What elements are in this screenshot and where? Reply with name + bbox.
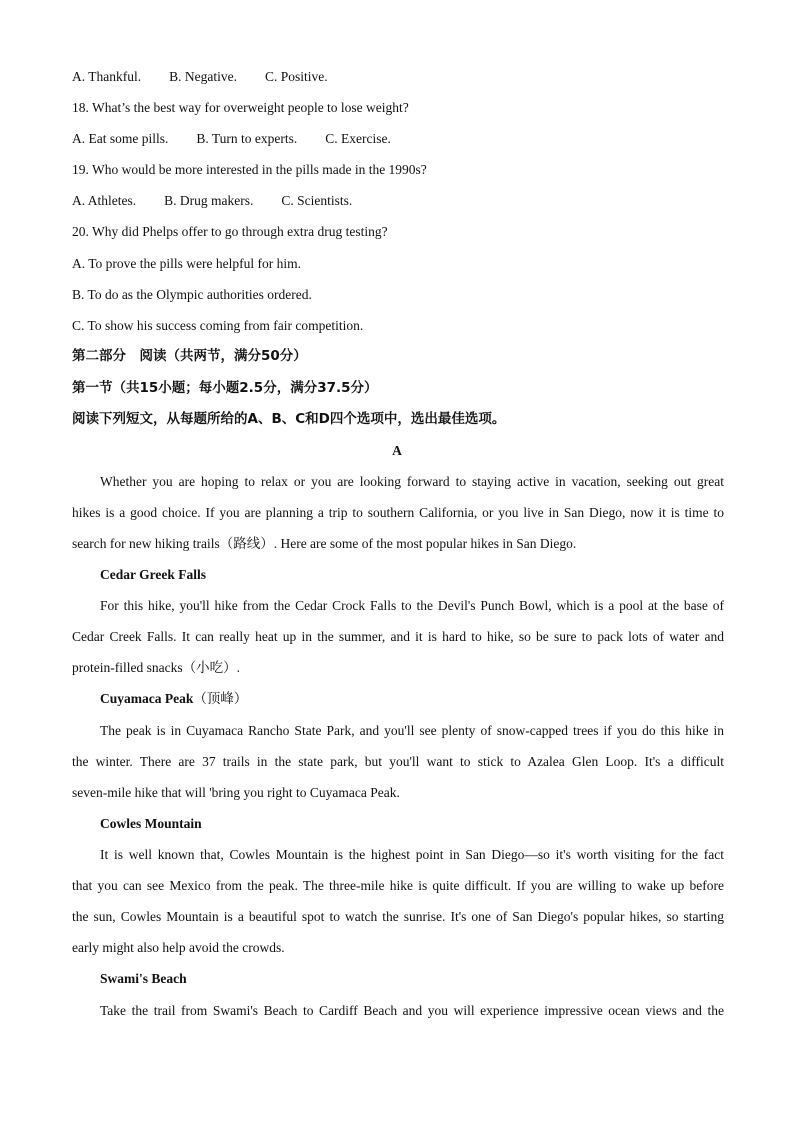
- q19-option-c: C. Scientists.: [281, 193, 353, 208]
- q19-option-b: B. Drug makers.: [164, 193, 254, 208]
- q18-option-c: C. Exercise.: [325, 131, 391, 146]
- q17-option-b: B. Negative.: [169, 69, 237, 84]
- intro-line-2: hikes is a good choice. If you are planning a trip to southern California, or you live in San Diego, now it is time to: [72, 505, 724, 520]
- q19-option-a: A. Athletes.: [72, 193, 137, 208]
- q18-option-b: B. Turn to experts.: [196, 131, 298, 146]
- intro-line-3: search for new hiking trails（路线）. Here are some of the most popular hikes in San Diego.: [72, 536, 577, 551]
- cuyamaca-line-3: seven-mile hike that will 'bring you right to Cuyamaca Peak.: [72, 785, 400, 800]
- instruction: 阅读下列短文，从每题所给的A、B、C和D四个选项中，选出最佳选项。: [72, 411, 506, 427]
- part-title: 第二部分 阅读（共两节，满分50分）: [72, 348, 307, 364]
- cuyamaca-title-row: [72, 690, 724, 708]
- cuyamaca-line-2: the winter. There are 37 trails in the state park, but you'll want to stick to Azalea Glen Loop. It's a difficult: [72, 754, 724, 769]
- cowles-line-1: It is well known that, Cowles Mountain is the highest point in San Diego—so it's worth visiting for the fact: [100, 847, 724, 862]
- cowles-line-2: that you can see Mexico from the peak. The three-mile hike is quite difficult. If you are willing to wake up before: [72, 878, 724, 893]
- section-title: 第一节（共15小题；每小题2.5分，满分37.5分）: [72, 380, 378, 396]
- q18-options: [72, 130, 724, 148]
- passage-label: A: [392, 443, 402, 458]
- q20-option-c: C. To show his success coming from fair competition.: [72, 318, 364, 333]
- cuyamaca-title: Cuyamaca Peak: [100, 691, 194, 706]
- q17-option-a: A. Thankful.: [72, 69, 142, 84]
- q20-question: 20. Why did Phelps offer to go through extra drug testing?: [72, 224, 388, 239]
- cedar-title: Cedar Greek Falls: [100, 567, 206, 582]
- swami-line-1: Take the trail from Swami's Beach to Cardiff Beach and you will experience impressive ocean views and the: [100, 1003, 724, 1018]
- q20-option-b: B. To do as the Olympic authorities ordered.: [72, 287, 312, 302]
- cowles-line-3: the sun, Cowles Mountain is a beautiful spot to watch the sunrise. It's one of San Diego's popular hikes, so starting: [72, 909, 724, 924]
- cedar-line-3: protein-filled snacks（小吃）.: [72, 660, 240, 675]
- q20-option-a: A. To prove the pills were helpful for him.: [72, 256, 302, 271]
- q19-options: [72, 192, 724, 210]
- q18-question: 18. What’s the best way for overweight people to lose weight?: [72, 100, 409, 115]
- q19-question: 19. Who would be more interested in the pills made in the 1990s?: [72, 162, 427, 177]
- intro-line-1: Whether you are hoping to relax or you are looking forward to staying active in vacation, seeking out great: [100, 474, 724, 489]
- cedar-line-1: For this hike, you'll hike from the Cedar Crock Falls to the Devil's Punch Bowl, which is a pool at the base of: [100, 598, 724, 613]
- cuyamaca-title-note: （顶峰）: [193, 691, 248, 706]
- cowles-title: Cowles Mountain: [100, 816, 202, 831]
- cuyamaca-line-1: The peak is in Cuyamaca Rancho State Park, and you'll see plenty of snow-capped trees if you do this hike in: [100, 723, 724, 738]
- q17-options: [72, 68, 724, 86]
- cowles-line-4: early might also help avoid the crowds.: [72, 940, 285, 955]
- cedar-line-2: Cedar Creek Falls. It can really heat up in the summer, and it is hard to hike, so be sure to pack lots of water and: [72, 629, 724, 644]
- q18-option-a: A. Eat some pills.: [72, 131, 169, 146]
- q17-option-c: C. Positive.: [264, 69, 328, 84]
- swami-title: Swami's Beach: [100, 971, 187, 986]
